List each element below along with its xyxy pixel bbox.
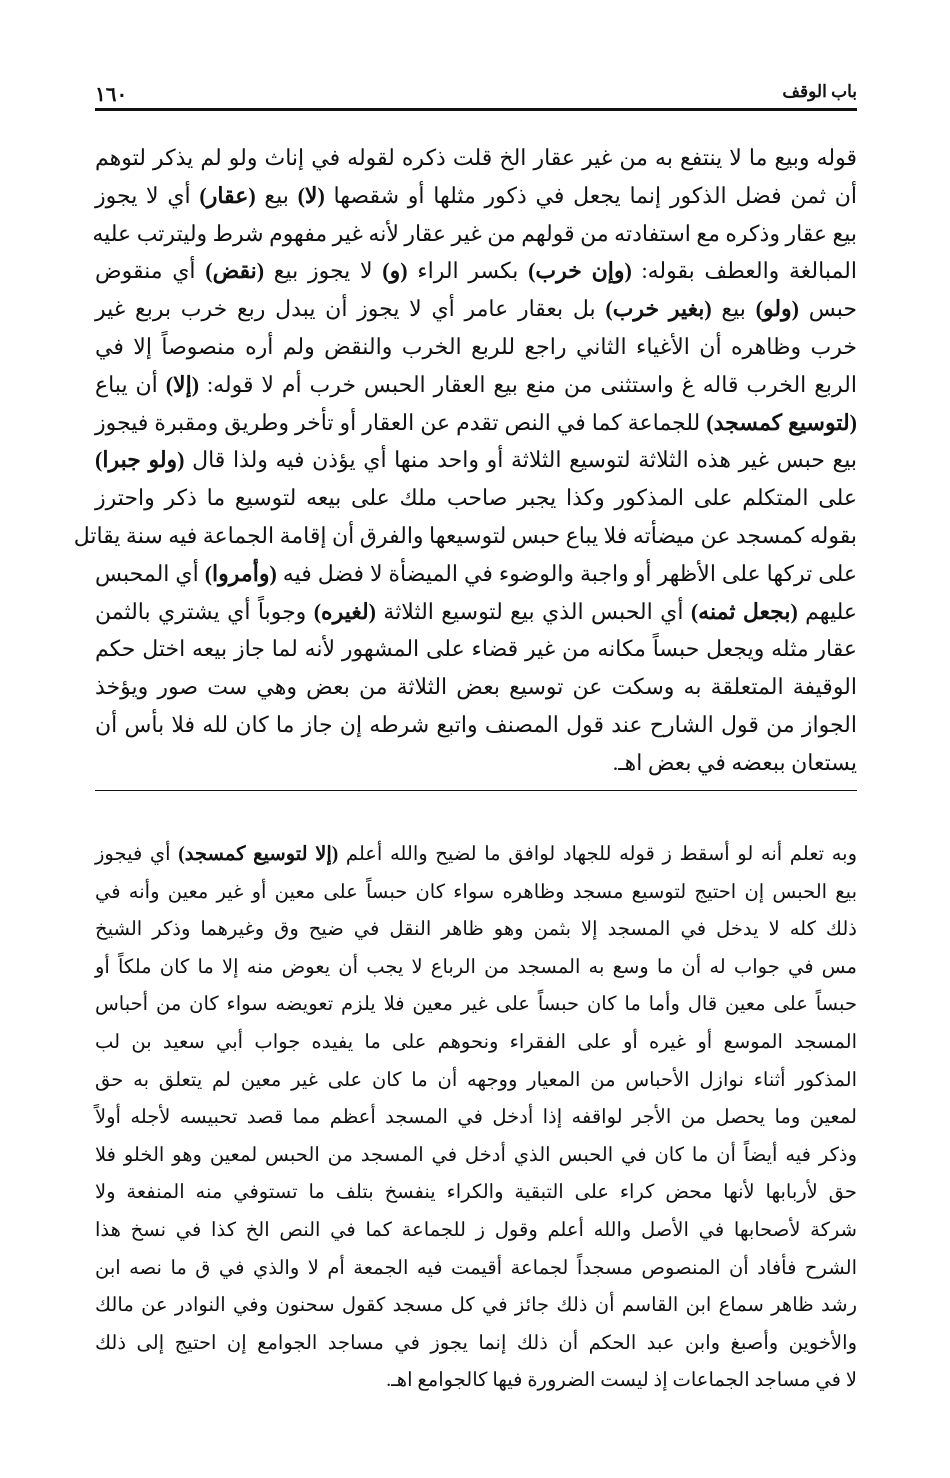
text-segment: أن يباع — [95, 371, 166, 397]
footnote-line — [95, 949, 857, 987]
text-segment: أي لا يجوز — [95, 182, 200, 208]
text-segment: قوله وبيع ما لا ينتفع به من غير عقار الخ قلت ذكره لقوله في إناث ولو لم يذكر لتوهم — [95, 145, 857, 170]
text-segment: رشد ظاهر سماع ابن القاسم أن ذلك جائز في كل مسجد كقول سحنون وفي النوادر عن مالك — [95, 1295, 857, 1317]
footnote-line — [95, 1287, 857, 1325]
text-segment: بيع عقار وذكره مع استفادته من قولهم من غير عقار لأنه غير مفهوم شرط وليترتب عليه — [92, 220, 857, 246]
running-header — [95, 82, 857, 106]
bold-term: (لا) — [297, 182, 325, 208]
bold-term: (ولو) — [755, 296, 799, 322]
footnote-line — [95, 1062, 857, 1100]
text-segment: لا يجوز بيع — [264, 258, 383, 284]
footnote-line — [95, 986, 857, 1024]
text-segment: يستعان ببعضه في بعض اهـ. — [612, 749, 857, 775]
main-text-line — [95, 744, 857, 782]
bold-term: (لتوسيع كمسجد) — [706, 409, 857, 435]
bold-term: (إلا لتوسيع كمسجد) — [178, 844, 339, 865]
text-segment: لا في مساجد الجماعات إذ ليست الضرورة فيها كالجوامع اهـ. — [386, 1370, 857, 1392]
main-text-line — [95, 479, 857, 517]
main-text-line — [95, 290, 857, 328]
bold-term: (و) — [382, 258, 408, 284]
main-text-line — [95, 630, 857, 668]
footnote-line — [95, 1212, 857, 1250]
page-number: ١٦٠ — [95, 84, 128, 106]
text-segment: بكسر الراء — [407, 258, 529, 284]
main-text-line — [95, 668, 857, 706]
main-text-line — [95, 706, 857, 744]
text-segment: الشرح فأفاد أن المنصوص مسجداً لجماعة أقيمت فيه الجمعة أم لا والذي في ق ما نصه ابن — [95, 1257, 857, 1279]
text-segment: خرب وظاهره أن الأغياء الثاني راجع للربع الخرب والنقض ولم أره منصوصاً إلا في — [95, 333, 857, 359]
text-segment: أي المحبس — [95, 560, 205, 586]
bold-term: (بغير خرب) — [605, 296, 712, 322]
text-segment: أي الحبس الذي بيع لتوسيع الثلاثة — [376, 598, 691, 624]
text-segment: على تركها على الأظهر أو واجبة والوضوء في الميضأة لا فضل فيه — [276, 560, 857, 586]
text-segment: أن ثمن فضل الذكور إنما يجعل في ذكور مثلها أو شقصها — [324, 182, 857, 208]
bold-term: (ولو جبرا) — [95, 447, 185, 473]
main-text-line — [95, 328, 857, 366]
text-segment: بيع — [255, 182, 298, 208]
text-segment: ذلك كله لا يدخل في المسجد إلا بثمن وهو ظاهر النقل في ضيح وق وغيرهما وذكر الشيخ — [95, 919, 857, 941]
main-text-line — [95, 366, 857, 404]
text-segment: حبساً على معين قال وأما ما كان حبساً على غير معين فلا يلزم تعويضه سواء كان من أحباس — [95, 994, 857, 1016]
text-segment: بيع الحبس إن احتيج لتوسيع مسجد وظاهره سواء كان حبساً على معين أو غير معين وأنه في — [95, 881, 857, 903]
text-segment: شركة لأصحابها في الأصل والله أعلم وقول ز للجماعة كما في النص الخ كذا في نسخ هذا — [95, 1219, 857, 1241]
footnote-separator — [95, 790, 857, 791]
text-segment: أي منقوض — [95, 258, 206, 284]
main-text-line — [95, 555, 857, 593]
main-text-line — [95, 593, 857, 631]
text-segment: لمعين وما يحصل من الأجر لواقفه إذا أدخل في المسجد أعظم مما قصد تحبيسه لأجله أولاً — [95, 1107, 857, 1129]
header-rule — [95, 108, 857, 111]
footnote-line — [95, 911, 857, 949]
text-segment: على المتكلم على المذكور وكذا يجبر صاحب ملك على بيعه لتوسيع ما ذكر واحترز — [95, 485, 857, 511]
bold-term: (إلا) — [165, 371, 200, 397]
main-text-line — [92, 215, 857, 253]
text-segment: حق لأربابها لأنها محض كراء على التبقية والكراء ينفسخ بتلف ما تستوفي منه المنفعة ولا — [95, 1182, 857, 1204]
text-segment: بل بعقار عامر أي لا يجوز أن يبدل ربع خرب بربع غير — [95, 296, 606, 322]
text-segment: وجوباً أي يشتري بالثمن — [95, 598, 314, 624]
footnote-line — [95, 1099, 857, 1137]
footnote-line — [95, 1250, 857, 1288]
main-text-line — [95, 139, 857, 177]
text-segment: بيع حبس غير هذه الثلاثة لتوسيع الثلاثة أو واحد منها أي يؤذن فيه ولذا قال — [184, 447, 857, 473]
text-segment: عقار مثله ويجعل حبساً مكانه من غير قضاء على المشهور لأنه لما جاز بيعه اختل حكم — [95, 636, 857, 662]
footnote-line — [95, 1137, 857, 1175]
bold-term: (عقار) — [199, 182, 256, 208]
main-text — [73, 139, 857, 782]
text-segment: والأخوين وأصبغ وابن عبد الحكم أن ذلك إنما يجوز في مساجد الجوامع إن احتيج إلى ذلك — [95, 1332, 857, 1354]
footnote-line — [95, 1362, 857, 1400]
main-text-line — [95, 252, 857, 290]
bold-term: (نقض) — [205, 258, 265, 284]
text-segment: المذكور أثناء نوازل الأحباس من المعيار ووجهه أن ما كان على غير معين لم يتعلق به حق — [95, 1069, 857, 1091]
main-text-line — [73, 517, 857, 555]
footnote-line — [95, 836, 857, 874]
footnote-text — [95, 836, 857, 1400]
chapter-title: باب الوقف — [782, 82, 857, 101]
bold-term: (وإن خرب) — [528, 258, 632, 284]
text-segment: بقوله كمسجد عن ميضأته فلا يباع حبس لتوسيعها والفرق أن إقامة الجماعة فيه سنة يقاتل — [73, 522, 857, 548]
text-segment: بيع — [711, 296, 756, 322]
main-text-line — [95, 441, 857, 479]
text-segment: وذكر فيه أيضاً أن ما كان في الحبس الذي أدخل في المسجد من الحبس لمعين وهو الخلو فلا — [95, 1144, 857, 1166]
text-segment: الربع الخرب قاله غ واستثنى من منع بيع العقار الحبس خرب أم لا قوله: — [199, 371, 857, 397]
text-segment: المبالغة والعطف بقوله: — [631, 258, 857, 284]
main-text-line — [95, 177, 857, 215]
text-segment: وبه تعلم أنه لو أسقط ز قوله للجهاد لوافق ما لضيح والله أعلم — [338, 844, 857, 865]
text-segment: عليهم — [797, 598, 857, 624]
text-segment: حبس — [798, 296, 857, 322]
text-segment: الوقيفة المتعلقة به وسكت عن توسيع بعض الثلاثة من بعض وهي ست صور ويؤخذ — [95, 674, 857, 700]
text-segment: مس في جواب له أن ما وسع به المسجد من الرباع لا يجب أن يعوض منه إلا ما كان ملكاً أو — [95, 956, 857, 978]
bold-term: (بجعل ثمنه) — [690, 598, 798, 624]
footnote-line — [95, 1024, 857, 1062]
bold-term: (وأمروا) — [204, 560, 277, 586]
main-text-line — [95, 404, 857, 442]
text-segment: المسجد الموسع أو غيره أو على الفقراء ونحوهم على ما يفيده جواب أبي سعيد بن لب — [95, 1031, 857, 1053]
footnote-line — [95, 874, 857, 912]
text-segment: للجماعة كما في النص تقدم عن العقار أو تأخر وطريق ومقبرة فيجوز — [95, 409, 707, 435]
bold-term: (لغيره) — [313, 598, 376, 624]
text-segment: الجواز من قول الشارح عند قول المصنف واتبع شرطه إن جاز ما كان لله فلا بأس أن — [95, 711, 857, 737]
footnote-line — [95, 1174, 857, 1212]
footnote-line — [95, 1325, 857, 1363]
text-segment: أي فيجوز — [95, 844, 179, 865]
